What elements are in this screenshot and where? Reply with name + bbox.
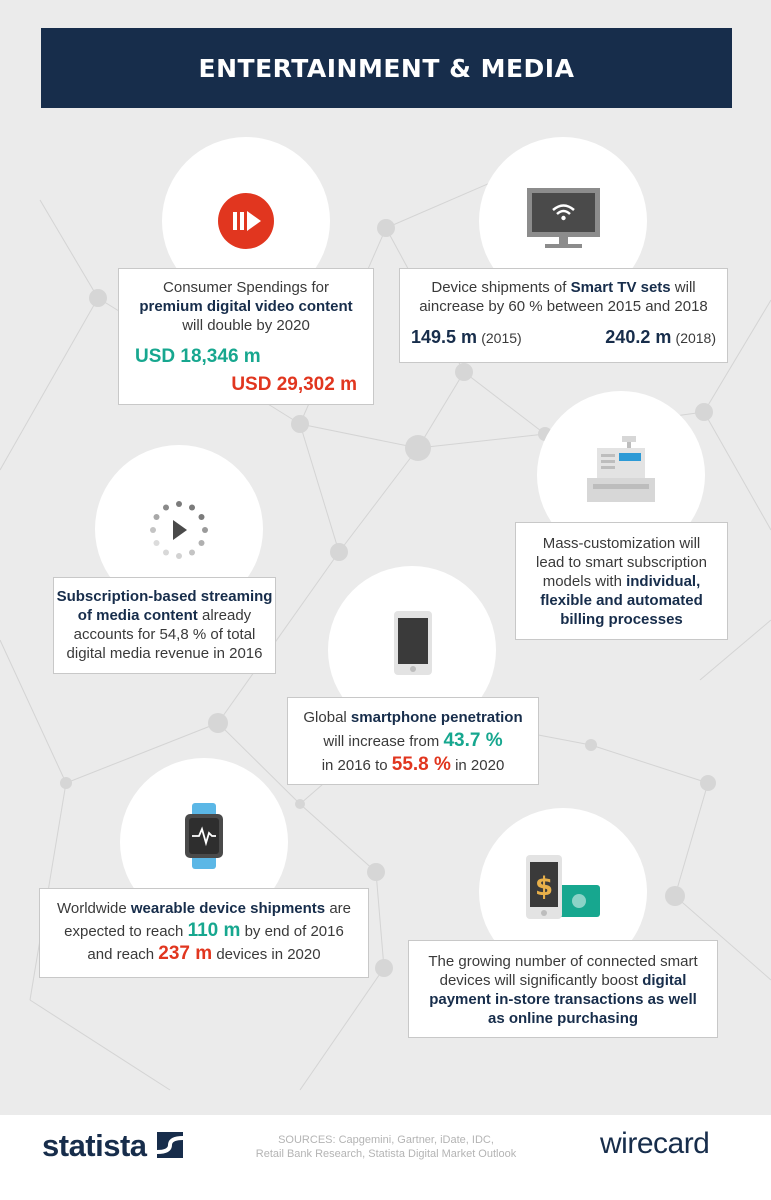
page-header [41, 28, 732, 108]
video-value-before: USD 18,346 m [135, 346, 261, 367]
billing-text-line3 [516, 572, 727, 591]
streaming-loader-icon [149, 500, 209, 560]
smartphone-value-2016: 43.7 % [443, 730, 503, 751]
video-value-after: USD 29,302 m [231, 374, 357, 395]
wearables-text-line3-post: devices in 2020 [212, 946, 321, 963]
tv-text-line2: aincrease by 60 % between 2015 and 2018 [419, 298, 708, 315]
wearables-text-post: are [325, 900, 352, 917]
smartphone-text-line2 [288, 731, 538, 751]
tv-stat-2018 [605, 328, 716, 348]
streaming-text-line2 [54, 606, 275, 625]
wearables-text-line2-pre: expected to reach [64, 923, 188, 940]
video-spending-card [118, 268, 374, 405]
smartwatch-icon [185, 803, 223, 869]
tv-stat-2015 [411, 328, 522, 348]
billing-text-line1: Mass-customization will [542, 535, 701, 552]
wearables-text-line2 [40, 921, 368, 941]
smartphone-icon [394, 611, 432, 675]
smartphone-value-2020: 55.8 % [391, 754, 451, 775]
billing-text-line2: lead to smart subscription [536, 554, 707, 571]
wearables-text-pre: Worldwide [56, 900, 131, 917]
billing-text-line4: flexible and automated [540, 592, 703, 609]
tv-value-2018: 240.2 m [605, 327, 672, 347]
video-text-line3: will double by 2020 [182, 317, 310, 334]
smartphone-text-line2-pre: will increase from [323, 733, 444, 750]
wearables-value-2016: 110 m [187, 920, 241, 941]
payment-card [408, 940, 718, 1038]
smartphone-text-bold: smartphone penetration [350, 709, 523, 726]
payment-text-line2 [409, 971, 717, 990]
payment-text-line1: The growing number of connected smart [428, 953, 698, 970]
svg-text:$: $ [534, 872, 554, 902]
sources-line1: SOURCES: Capgemini, Gartner, iDate, IDC, [278, 1134, 494, 1146]
streaming-text-line3: accounts for 54,8 % of total [73, 626, 256, 643]
tv-value-2015: 149.5 m [411, 327, 478, 347]
wirecard-logo [600, 1127, 709, 1161]
smart-tv-card [399, 268, 728, 363]
mobile-payment-icon [526, 855, 602, 921]
statista-logo-text: statista [42, 1128, 147, 1163]
cash-register-icon [587, 436, 655, 502]
wearables-card [39, 888, 369, 978]
smartphone-text-pre: Global [303, 709, 351, 726]
page-title: ENTERTAINMENT & MEDIA [198, 53, 575, 83]
smartphone-text-line1 [288, 708, 538, 727]
payment-text-bold: digital [642, 972, 687, 989]
payment-text-line3: payment in-store transactions as well [429, 991, 697, 1008]
streaming-card [53, 577, 276, 674]
tv-text-bold: Smart TV sets [570, 279, 671, 296]
wearables-text-line3-pre: and reach [87, 946, 159, 963]
tv-year-2018: (2018) [675, 330, 716, 346]
smartphone-card [287, 697, 539, 785]
video-text-line1: Consumer Spendings for [163, 279, 329, 296]
statista-logo [42, 1128, 183, 1164]
video-text-line2: premium digital video content [139, 298, 353, 315]
tv-year-2015: (2015) [481, 330, 522, 346]
billing-text-line5: billing processes [560, 611, 683, 628]
smartphone-text-line3 [288, 755, 538, 775]
wearables-text-bold: wearable device shipments [130, 900, 326, 917]
streaming-text-post: already [197, 607, 252, 624]
sources-line2: Retail Bank Research, Statista Digital Market Outlook [255, 1148, 517, 1160]
streaming-text-line1: Subscription-based streaming [56, 588, 273, 605]
billing-text-pre: models with [542, 573, 627, 590]
smartphone-text-line3-pre: in 2016 to [321, 757, 392, 774]
smart-tv-icon [527, 188, 600, 250]
tv-text-pre: Device shipments of [431, 279, 571, 296]
tv-text-line1 [400, 278, 727, 297]
billing-card [515, 522, 728, 640]
payment-text-line4: as online purchasing [487, 1010, 639, 1027]
wearables-text-line3 [40, 944, 368, 964]
streaming-text-bold: of media content [77, 607, 198, 624]
wearables-text-line1 [40, 899, 368, 918]
wirecard-logo-text: wirecard [600, 1127, 710, 1160]
payment-text-pre: devices will significantly boost [439, 972, 643, 989]
statista-logo-mark [157, 1132, 183, 1158]
streaming-text-line4: digital media revenue in 2016 [66, 645, 263, 662]
sources-note [230, 1133, 542, 1161]
wearables-value-2020: 237 m [158, 943, 213, 964]
play-button-icon [218, 193, 274, 249]
smartphone-text-line3-post: in 2020 [450, 757, 505, 774]
tv-text-post: will [670, 279, 696, 296]
wearables-text-line2-post: by end of 2016 [240, 923, 344, 940]
billing-text-bold: individual, [626, 573, 701, 590]
